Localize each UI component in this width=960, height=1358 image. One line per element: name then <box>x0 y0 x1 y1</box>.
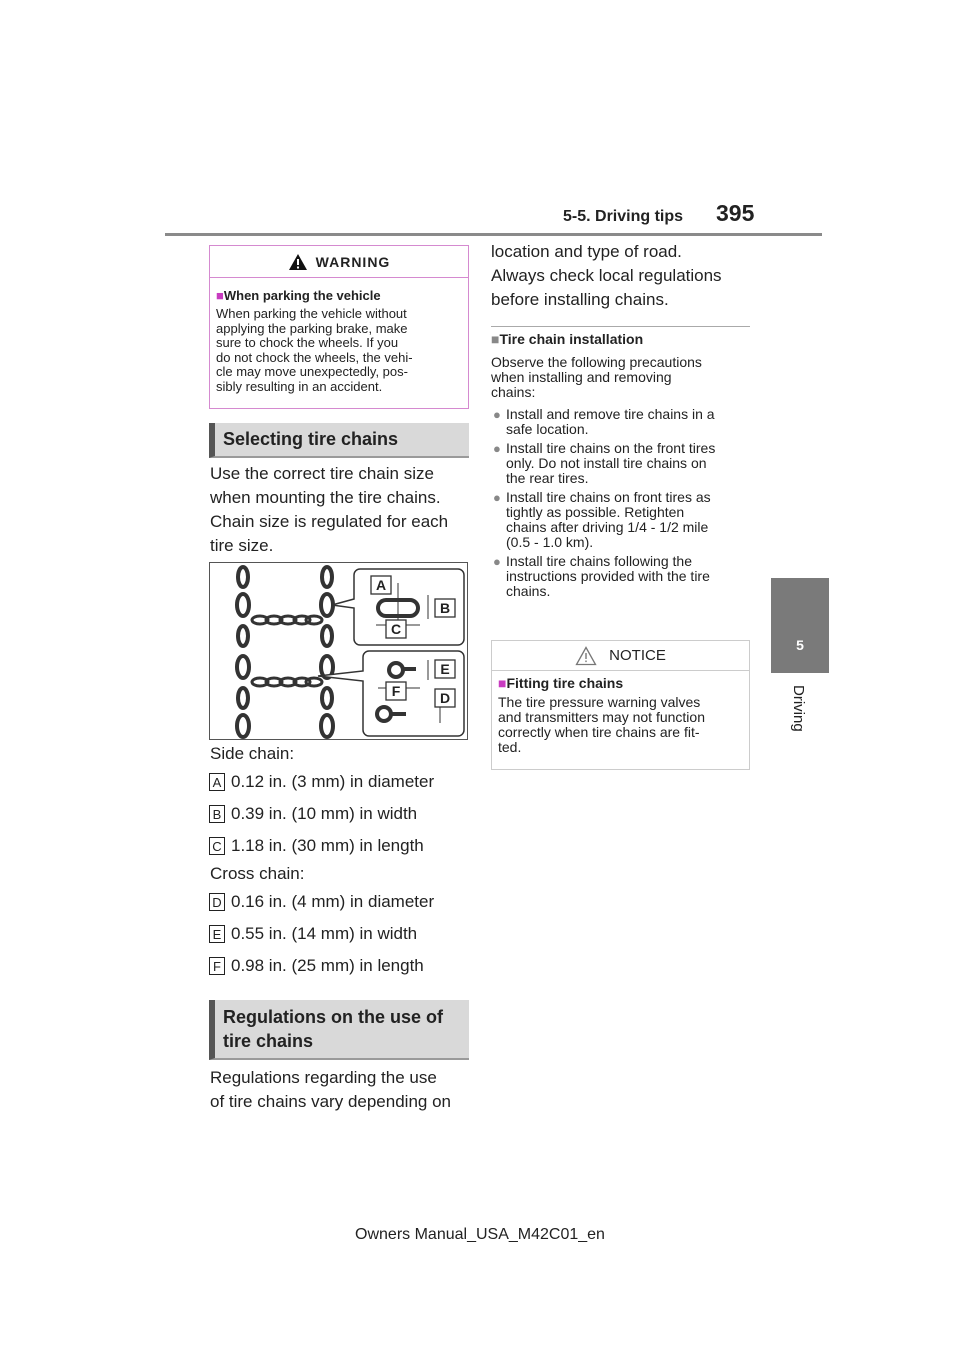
installation-bullets <box>493 407 755 603</box>
list-item: ● Install tire chains on the front tires only. Do not install tire chains on the rear tires. <box>493 440 716 486</box>
selecting-heading: Selecting tire chains <box>209 423 469 458</box>
bullet-icon: ● <box>493 441 501 456</box>
bullet-icon: ● <box>493 490 501 505</box>
tire-chain-diagram <box>209 562 468 740</box>
chapter-number: 5 <box>796 637 804 653</box>
cross-chain-title: Cross chain: <box>210 864 305 883</box>
diagram-label-b: B <box>439 600 451 616</box>
label-badge: F <box>209 957 225 975</box>
side-chain-title: Side chain: <box>210 744 295 763</box>
warning-header <box>210 246 468 278</box>
list-item: ● Install and remove tire chains in a safe location. <box>493 406 715 437</box>
diagram-label-e: E <box>440 661 450 677</box>
diagram-label-d: D <box>439 690 451 706</box>
list-item: E 0.55 in. (14 mm) in width <box>209 924 417 944</box>
caution-icon <box>575 646 597 666</box>
list-item: A 0.12 in. (3 mm) in diameter <box>209 772 434 792</box>
bullet-icon: ● <box>493 407 501 422</box>
label-badge: E <box>209 925 225 943</box>
list-item: B 0.39 in. (10 mm) in width <box>209 804 417 824</box>
chapter-label: Driving <box>790 685 807 732</box>
list-item: F 0.98 in. (25 mm) in length <box>209 956 424 976</box>
label-badge: C <box>209 837 225 855</box>
diagram-label-f: F <box>391 683 401 699</box>
notice-title: NOTICE <box>609 647 666 664</box>
list-item: ● Install tire chains on front tires as tightly as possible. Retighten chains after driving 1/4 - 1/2 mile (0.5 - 1.0 km). <box>493 489 711 550</box>
notice-header <box>492 641 749 671</box>
divider <box>491 326 750 327</box>
chain-illustration <box>210 563 467 739</box>
notice-box <box>491 640 750 770</box>
warning-title: WARNING <box>315 253 391 270</box>
notice-body: The tire pressure warning valves and transmitters may not function correctly when tire chains are fit- ted. <box>498 694 705 755</box>
square-bullet-icon: ■ <box>498 675 507 691</box>
regulations-heading: Regulations on the use of tire chains <box>209 1000 469 1060</box>
list-item: C 1.18 in. (30 mm) in length <box>209 836 424 856</box>
chapter-tab[interactable] <box>771 578 829 673</box>
square-bullet-icon: ■ <box>491 331 500 347</box>
installation-title: ■Tire chain installation <box>491 331 644 347</box>
bullet-icon: ● <box>493 554 501 569</box>
warning-body: When parking the vehicle without applying the parking brake, make sure to chock the wheels. If you do not chock the wheels, the vehi- cle may move unexpectedly, pos- sibly resulting in an accident. <box>216 306 413 394</box>
list-item: D 0.16 in. (4 mm) in diameter <box>209 892 434 912</box>
section-title: 5-5. Driving tips <box>563 208 684 225</box>
notice-subtitle: ■Fitting tire chains <box>498 675 624 691</box>
list-item: ● Install tire chains following the instructions provided with the tire chains. <box>493 553 710 599</box>
footer-text: Owners Manual_USA_M42C01_en <box>355 1226 605 1243</box>
page-number: 395 <box>716 200 755 226</box>
installation-intro: Observe the following precautions when installing and removing chains: <box>491 354 702 400</box>
warning-icon <box>288 253 308 271</box>
regulations-body-left: Regulations regarding the use of tire chains vary depending on <box>210 1068 451 1111</box>
warning-box <box>209 245 469 409</box>
header-divider <box>165 233 822 236</box>
warning-subtitle: ■When parking the vehicle <box>216 288 381 303</box>
label-badge: A <box>209 773 225 791</box>
diagram-label-a: A <box>375 577 387 593</box>
label-badge: B <box>209 805 225 823</box>
selecting-intro: Use the correct tire chain size when mounting the tire chains. Chain size is regulated for each tire size. <box>210 464 449 555</box>
regulations-body-right: location and type of road. Always check local regulations before installing chains. <box>491 242 722 309</box>
square-bullet-icon: ■ <box>216 288 224 303</box>
label-badge: D <box>209 893 225 911</box>
diagram-label-c: C <box>390 621 402 637</box>
